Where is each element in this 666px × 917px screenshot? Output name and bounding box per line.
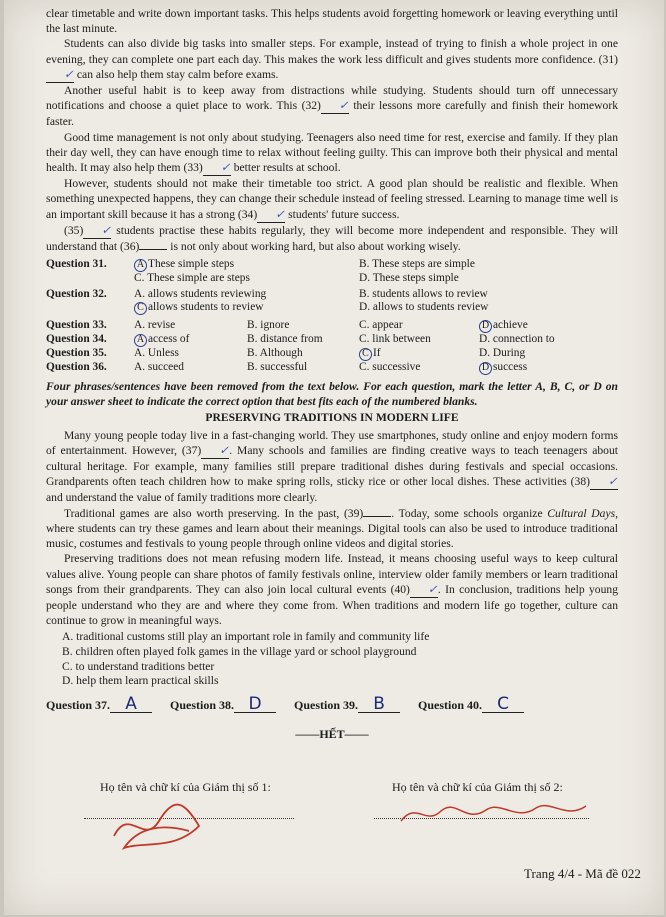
question-36: Question 36. A. succeed B. successful C. successive D success bbox=[46, 361, 528, 374]
page-content bbox=[46, 6, 618, 742]
proctor2-signature bbox=[396, 796, 596, 832]
passage1-line1: clear timetable and write down important tasks. This helps students avoid forgetting homework or leaving everything until the last minute. bbox=[46, 7, 618, 36]
answer-38: Question 38. D bbox=[170, 697, 276, 713]
question-32: Question 32. A. allows students reviewing B. students allows to review bbox=[46, 287, 488, 300]
question-31-row2: C. These simple are steps D. These steps simple bbox=[134, 272, 459, 285]
question-32-row2: C allows students to review D. allows to students review bbox=[46, 301, 618, 315]
answer-circle: D bbox=[479, 320, 492, 333]
passage1-para3: Another useful habit is to keep away from distractions while studying. Students should turn off unnecessary notifications and choose a quiet place to work. This (32) ✓ their lessons more carefully and finish their homework faster. bbox=[46, 84, 618, 129]
answer-circle: D bbox=[479, 362, 492, 375]
passage-title: PRESERVING TRADITIONS IN MODERN LIFE bbox=[205, 411, 459, 425]
answer-37: Question 37. A bbox=[46, 697, 152, 713]
proctor1-signature bbox=[104, 796, 214, 856]
answer-row bbox=[46, 693, 618, 714]
answer-circle: C bbox=[359, 348, 372, 361]
end-marker: ——HẾT—— bbox=[295, 726, 369, 741]
passage2-para2: Traditional games are also worth preserving. In the past, (39) . Today, some schools organize Cultural Days, where students can try these games and learn about their meanings. Digital tools can also be used to introduce traditional music, costumes and festivals to young people through online videos and digital stories. bbox=[46, 506, 619, 551]
answer-circle: A bbox=[134, 259, 147, 272]
passage2-para1: Many young people today live in a fast-changing world. They use smartphones, study online and enjoy modern forms of entertainment. However, (37) ✓. Many schools and families are finding creative ways to teach teenagers about cultural heritage. For example, many families still prepare traditional dishes during festivals and special occasions. Grandparents often teach children how to make spring rolls, sticky rice or other local dishes. These activities (38) ✓ and understand the value of family traditions more clearly. bbox=[46, 428, 618, 505]
option-c: C. to understand traditions better bbox=[62, 659, 215, 673]
passage1-para4: Good time management is not only about studying. Teenagers also need time for rest, exercise and family. If they plan their day well, they can have enough time to relax without feeling guilty. This can improve both their physical and mental health. It may also help them (33) ✓ better results at school. bbox=[46, 130, 618, 177]
options-list bbox=[46, 630, 618, 688]
passage1-para2: Students can also divide big tasks into smaller steps. For example, instead of trying to finish a whole project in one evening, they can complete one part each day. This makes the work less difficult and gives students more confidence. (31)✓ can also help them stay calm before exams. bbox=[46, 36, 618, 83]
passage1-para5: However, students should not make their timetable too strict. A good plan should be realistic and flexible. When something unexpected happens, they can change their schedule instead of feeling stressed. Learning to manage time well is an important skill because it has a strong (34) ✓ students' future success. bbox=[46, 176, 618, 223]
passage1-para6: (35) ✓ students practise these habits regularly, they will become more independent and responsible. They will understand that (36) is not only about working hard, but also about working wisely. bbox=[46, 223, 618, 254]
option-b: B. children often played folk games in the village yard or school playground bbox=[62, 644, 417, 658]
instruction: Four phrases/sentences have been removed from the text below. For each question, mark the letter A, B, C, or D on your answer sheet to indicate the correct option that best fits each of the numbered blanks. bbox=[46, 380, 618, 409]
option-d: D. help them learn practical skills bbox=[62, 674, 219, 688]
passage2-para3: Preserving traditions does not mean refusing modern life. Instead, it means choosing useful ways to keep cultural values alive. Young people can share photos of family festivals online, interview older family members or learn traditional songs from their grandparents. They can also join local cultural events (40) ✓. In conclusion, traditions help young people understand who they are and where they come from. When traditions and modern life go together, culture can continue to grow in meaningful ways. bbox=[46, 552, 618, 628]
question-31: Question 31. A These simple steps B. These steps are simple bbox=[46, 258, 475, 271]
answer-40: Question 40. C bbox=[418, 697, 524, 713]
proctor1-label: Họ tên và chữ kí của Giám thị số 1: bbox=[100, 780, 271, 794]
proctor2-label: Họ tên và chữ kí của Giám thị số 2: bbox=[392, 780, 563, 794]
answer-39: Question 39. B bbox=[294, 697, 400, 713]
answer-circle: C bbox=[134, 302, 147, 315]
exam-page bbox=[4, 0, 664, 915]
questions-31-36 bbox=[46, 258, 618, 375]
option-a: A. traditional customs still play an important role in family and community life bbox=[62, 630, 430, 644]
question-34: Question 34. A access of B. distance from C. link between D. connection to bbox=[46, 333, 555, 346]
page-footer: Trang 4/4 - Mã đề 022 bbox=[524, 866, 641, 881]
question-35: Question 35. A. Unless B. Although C If D. During bbox=[46, 347, 526, 360]
question-33: Question 33. A. revise B. ignore C. appear D achieve bbox=[46, 319, 528, 332]
answer-circle: A bbox=[134, 334, 147, 347]
